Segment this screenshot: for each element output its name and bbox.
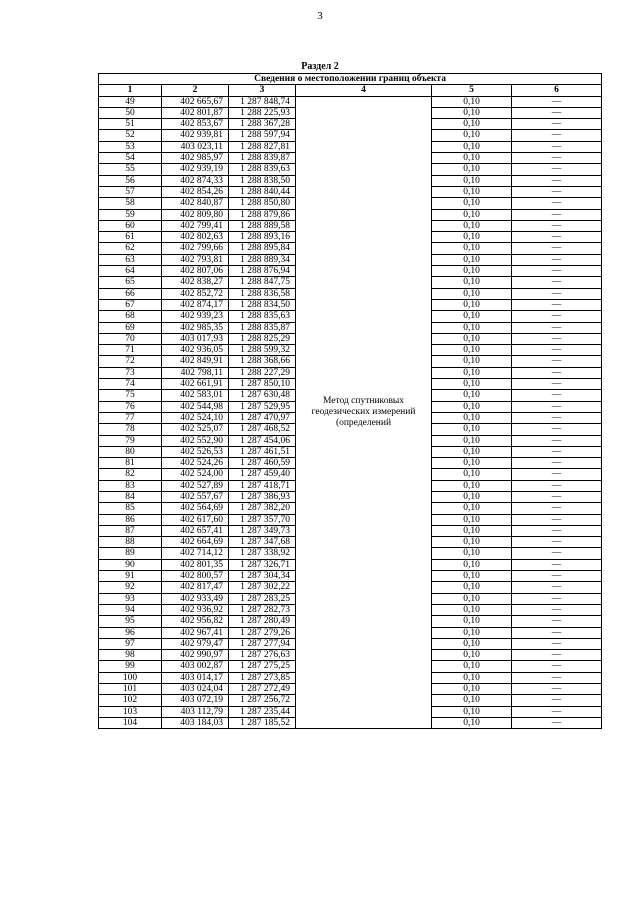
point-number-cell: 49 [99,96,162,107]
point-number-cell: 97 [99,638,162,649]
coordinate-x-cell: 403 024,04 [162,684,229,695]
coordinate-x-cell: 402 544,98 [162,401,229,412]
coordinate-y-cell: 1 287 302,22 [229,582,296,593]
point-number-cell: 57 [99,186,162,197]
description-cell: — [512,412,602,423]
precision-cell: 0,10 [432,514,512,525]
description-cell: — [512,661,602,672]
coordinate-y-cell: 1 287 283,25 [229,593,296,604]
description-cell: — [512,107,602,118]
point-number-cell: 55 [99,164,162,175]
description-cell: — [512,356,602,367]
description-cell: — [512,379,602,390]
precision-cell: 0,10 [432,571,512,582]
coordinate-y-cell: 1 287 460,59 [229,458,296,469]
coordinate-x-cell: 402 817,47 [162,582,229,593]
coordinate-x-cell: 402 933,49 [162,593,229,604]
coordinate-y-cell: 1 288 889,58 [229,220,296,231]
coordinate-y-cell: 1 287 848,74 [229,96,296,107]
coordinate-y-cell: 1 287 185,52 [229,717,296,728]
precision-cell: 0,10 [432,220,512,231]
description-cell: — [512,288,602,299]
point-number-cell: 51 [99,119,162,130]
coordinate-x-cell: 402 583,01 [162,390,229,401]
coordinate-y-cell: 1 287 850,10 [229,379,296,390]
coordinate-x-cell: 402 849,91 [162,356,229,367]
precision-cell: 0,10 [432,627,512,638]
coordinate-x-cell: 402 853,67 [162,119,229,130]
precision-cell: 0,10 [432,401,512,412]
point-number-cell: 102 [99,695,162,706]
coordinate-x-cell: 402 524,00 [162,469,229,480]
point-number-cell: 54 [99,153,162,164]
precision-cell: 0,10 [432,684,512,695]
point-number-cell: 100 [99,672,162,683]
coordinate-y-cell: 1 288 599,32 [229,345,296,356]
table-body [99,96,602,729]
description-cell: — [512,401,602,412]
point-number-cell: 60 [99,220,162,231]
precision-cell: 0,10 [432,130,512,141]
precision-cell: 0,10 [432,638,512,649]
point-number-cell: 79 [99,435,162,446]
coordinate-x-cell: 402 661,91 [162,379,229,390]
precision-cell: 0,10 [432,548,512,559]
coordinate-x-cell: 403 017,93 [162,333,229,344]
point-number-cell: 71 [99,345,162,356]
coordinate-x-cell: 402 557,67 [162,491,229,502]
coordinate-x-cell: 402 936,05 [162,345,229,356]
coordinate-x-cell: 402 524,26 [162,458,229,469]
coordinate-x-cell: 402 956,82 [162,616,229,627]
coordinate-y-cell: 1 287 304,34 [229,571,296,582]
precision-cell: 0,10 [432,141,512,152]
precision-cell: 0,10 [432,525,512,536]
coordinate-y-cell: 1 287 349,73 [229,525,296,536]
description-cell: — [512,616,602,627]
coordinate-x-cell: 403 184,03 [162,717,229,728]
point-number-cell: 89 [99,548,162,559]
boundary-coordinates-table [98,73,602,729]
point-number-cell: 103 [99,706,162,717]
coordinate-x-cell: 402 990,97 [162,650,229,661]
coordinate-x-cell: 402 939,23 [162,311,229,322]
description-cell: — [512,130,602,141]
coordinate-y-cell: 1 287 382,20 [229,503,296,514]
description-cell: — [512,604,602,615]
coordinate-x-cell: 402 657,41 [162,525,229,536]
precision-cell: 0,10 [432,593,512,604]
coordinate-y-cell: 1 288 840,44 [229,186,296,197]
point-number-cell: 99 [99,661,162,672]
coordinate-x-cell: 403 112,79 [162,706,229,717]
description-cell: — [512,220,602,231]
coordinate-x-cell: 402 985,97 [162,153,229,164]
precision-cell: 0,10 [432,277,512,288]
coordinate-y-cell: 1 287 279,26 [229,627,296,638]
description-cell: — [512,175,602,186]
coordinate-x-cell: 402 800,57 [162,571,229,582]
method-cell: Метод спутниковых геодезических измерений (определений [296,96,432,729]
coordinate-x-cell: 402 939,81 [162,130,229,141]
precision-cell: 0,10 [432,469,512,480]
point-number-cell: 104 [99,717,162,728]
coordinate-y-cell: 1 287 454,06 [229,435,296,446]
point-number-cell: 80 [99,446,162,457]
coordinate-y-cell: 1 287 347,68 [229,537,296,548]
precision-cell: 0,10 [432,650,512,661]
description-cell: — [512,458,602,469]
description-cell: — [512,266,602,277]
description-cell: — [512,390,602,401]
coordinate-x-cell: 402 840,87 [162,198,229,209]
description-cell: — [512,153,602,164]
page-number: 3 [317,10,323,22]
precision-cell: 0,10 [432,695,512,706]
precision-cell: 0,10 [432,311,512,322]
coordinate-y-cell: 1 287 470,97 [229,412,296,423]
description-cell: — [512,424,602,435]
description-cell: — [512,706,602,717]
column-header: 2 [162,85,229,96]
description-cell: — [512,627,602,638]
precision-cell: 0,10 [432,153,512,164]
point-number-cell: 62 [99,243,162,254]
description-cell: — [512,254,602,265]
precision-cell: 0,10 [432,254,512,265]
point-number-cell: 90 [99,559,162,570]
precision-cell: 0,10 [432,266,512,277]
precision-cell: 0,10 [432,107,512,118]
coordinate-y-cell: 1 288 227,29 [229,367,296,378]
coordinate-y-cell: 1 288 889,34 [229,254,296,265]
point-number-cell: 87 [99,525,162,536]
precision-cell: 0,10 [432,175,512,186]
description-cell: — [512,684,602,695]
coordinate-y-cell: 1 288 836,58 [229,288,296,299]
coordinate-y-cell: 1 287 272,49 [229,684,296,695]
coordinate-x-cell: 402 854,26 [162,186,229,197]
description-cell: — [512,537,602,548]
coordinate-x-cell: 402 874,33 [162,175,229,186]
coordinate-x-cell: 402 552,90 [162,435,229,446]
description-cell: — [512,209,602,220]
coordinate-x-cell: 402 936,92 [162,604,229,615]
coordinate-x-cell: 402 664,69 [162,537,229,548]
point-number-cell: 83 [99,480,162,491]
precision-cell: 0,10 [432,537,512,548]
precision-cell: 0,10 [432,119,512,130]
point-number-cell: 61 [99,232,162,243]
point-number-cell: 74 [99,379,162,390]
coordinate-y-cell: 1 287 529,95 [229,401,296,412]
precision-cell: 0,10 [432,198,512,209]
point-number-cell: 72 [99,356,162,367]
coordinate-y-cell: 1 287 277,94 [229,638,296,649]
precision-cell: 0,10 [432,322,512,333]
coordinate-y-cell: 1 288 850,80 [229,198,296,209]
point-number-cell: 77 [99,412,162,423]
coordinate-y-cell: 1 287 282,73 [229,604,296,615]
precision-cell: 0,10 [432,604,512,615]
coordinate-y-cell: 1 287 338,92 [229,548,296,559]
precision-cell: 0,10 [432,96,512,107]
precision-cell: 0,10 [432,458,512,469]
coordinate-x-cell: 402 801,35 [162,559,229,570]
coordinate-x-cell: 402 874,17 [162,299,229,310]
column-header: 3 [229,85,296,96]
description-cell: — [512,491,602,502]
description-cell: — [512,514,602,525]
section-title: Раздел 2 [301,61,339,72]
coordinate-y-cell: 1 288 893,16 [229,232,296,243]
description-cell: — [512,164,602,175]
coordinate-y-cell: 1 288 847,75 [229,277,296,288]
coordinate-y-cell: 1 288 827,81 [229,141,296,152]
coordinate-y-cell: 1 288 367,28 [229,119,296,130]
precision-cell: 0,10 [432,706,512,717]
precision-cell: 0,10 [432,661,512,672]
description-cell: — [512,559,602,570]
description-cell: — [512,571,602,582]
point-number-cell: 73 [99,367,162,378]
description-cell: — [512,638,602,649]
table-caption-row [99,74,602,85]
precision-cell: 0,10 [432,299,512,310]
table-caption: Сведения о местоположении границ объекта [99,74,602,85]
table-row [99,96,602,107]
coordinate-y-cell: 1 287 418,71 [229,480,296,491]
coordinate-x-cell: 403 014,17 [162,672,229,683]
coordinate-x-cell: 402 527,89 [162,480,229,491]
coordinate-x-cell: 402 838,27 [162,277,229,288]
description-cell: — [512,96,602,107]
coordinate-x-cell: 402 809,80 [162,209,229,220]
point-number-cell: 66 [99,288,162,299]
coordinate-y-cell: 1 288 825,29 [229,333,296,344]
precision-cell: 0,10 [432,243,512,254]
coordinate-x-cell: 403 023,11 [162,141,229,152]
precision-cell: 0,10 [432,333,512,344]
coordinate-x-cell: 402 852,72 [162,288,229,299]
coordinate-y-cell: 1 288 839,87 [229,153,296,164]
description-cell: — [512,141,602,152]
coordinate-x-cell: 402 801,87 [162,107,229,118]
point-number-cell: 82 [99,469,162,480]
point-number-cell: 59 [99,209,162,220]
coordinate-x-cell: 402 939,19 [162,164,229,175]
point-number-cell: 58 [99,198,162,209]
precision-cell: 0,10 [432,424,512,435]
description-cell: — [512,277,602,288]
precision-cell: 0,10 [432,186,512,197]
coordinate-y-cell: 1 288 835,87 [229,322,296,333]
point-number-cell: 64 [99,266,162,277]
description-cell: — [512,299,602,310]
coordinate-x-cell: 402 526,53 [162,446,229,457]
description-cell: — [512,322,602,333]
coordinate-x-cell: 402 665,67 [162,96,229,107]
description-cell: — [512,186,602,197]
precision-cell: 0,10 [432,232,512,243]
precision-cell: 0,10 [432,503,512,514]
coordinate-y-cell: 1 287 276,63 [229,650,296,661]
coordinate-x-cell: 403 072,19 [162,695,229,706]
coordinate-y-cell: 1 288 838,50 [229,175,296,186]
coordinate-x-cell: 402 617,60 [162,514,229,525]
coordinate-y-cell: 1 288 834,50 [229,299,296,310]
coordinate-x-cell: 402 793,81 [162,254,229,265]
point-number-cell: 78 [99,424,162,435]
precision-cell: 0,10 [432,412,512,423]
point-number-cell: 63 [99,254,162,265]
description-cell: — [512,593,602,604]
coordinate-y-cell: 1 288 879,86 [229,209,296,220]
column-header-row [99,85,602,96]
coordinate-y-cell: 1 287 468,52 [229,424,296,435]
precision-cell: 0,10 [432,164,512,175]
coordinate-y-cell: 1 287 280,49 [229,616,296,627]
coordinate-y-cell: 1 288 368,66 [229,356,296,367]
coordinate-y-cell: 1 288 876,94 [229,266,296,277]
point-number-cell: 68 [99,311,162,322]
precision-cell: 0,10 [432,435,512,446]
description-cell: — [512,469,602,480]
description-cell: — [512,650,602,661]
column-header: 6 [512,85,602,96]
description-cell: — [512,435,602,446]
coordinate-x-cell: 402 979,47 [162,638,229,649]
coordinate-y-cell: 1 287 275,25 [229,661,296,672]
point-number-cell: 52 [99,130,162,141]
coordinate-y-cell: 1 287 386,93 [229,491,296,502]
coordinate-y-cell: 1 288 839,63 [229,164,296,175]
description-cell: — [512,367,602,378]
precision-cell: 0,10 [432,717,512,728]
precision-cell: 0,10 [432,209,512,220]
point-number-cell: 88 [99,537,162,548]
point-number-cell: 75 [99,390,162,401]
precision-cell: 0,10 [432,367,512,378]
point-number-cell: 98 [99,650,162,661]
precision-cell: 0,10 [432,446,512,457]
coordinate-y-cell: 1 287 273,85 [229,672,296,683]
coordinate-x-cell: 402 967,41 [162,627,229,638]
precision-cell: 0,10 [432,559,512,570]
description-cell: — [512,119,602,130]
precision-cell: 0,10 [432,390,512,401]
precision-cell: 0,10 [432,379,512,390]
description-cell: — [512,525,602,536]
precision-cell: 0,10 [432,288,512,299]
column-header: 5 [432,85,512,96]
column-header: 1 [99,85,162,96]
point-number-cell: 69 [99,322,162,333]
coordinate-y-cell: 1 287 326,71 [229,559,296,570]
description-cell: — [512,311,602,322]
point-number-cell: 91 [99,571,162,582]
point-number-cell: 65 [99,277,162,288]
description-cell: — [512,243,602,254]
coordinate-x-cell: 402 807,06 [162,266,229,277]
coordinate-x-cell: 402 714,12 [162,548,229,559]
point-number-cell: 101 [99,684,162,695]
coordinate-x-cell: 402 799,41 [162,220,229,231]
precision-cell: 0,10 [432,491,512,502]
description-cell: — [512,717,602,728]
description-cell: — [512,333,602,344]
point-number-cell: 76 [99,401,162,412]
description-cell: — [512,548,602,559]
column-header: 4 [296,85,432,96]
point-number-cell: 95 [99,616,162,627]
precision-cell: 0,10 [432,582,512,593]
point-number-cell: 85 [99,503,162,514]
precision-cell: 0,10 [432,356,512,367]
precision-cell: 0,10 [432,672,512,683]
point-number-cell: 53 [99,141,162,152]
precision-cell: 0,10 [432,480,512,491]
coordinate-x-cell: 402 799,66 [162,243,229,254]
point-number-cell: 92 [99,582,162,593]
coordinate-y-cell: 1 288 895,84 [229,243,296,254]
description-cell: — [512,503,602,514]
point-number-cell: 70 [99,333,162,344]
coordinate-x-cell: 402 798,11 [162,367,229,378]
coordinate-y-cell: 1 288 597,94 [229,130,296,141]
point-number-cell: 94 [99,604,162,615]
point-number-cell: 67 [99,299,162,310]
coordinate-x-cell: 402 524,10 [162,412,229,423]
coordinate-y-cell: 1 287 630,48 [229,390,296,401]
description-cell: — [512,695,602,706]
coordinate-y-cell: 1 288 225,93 [229,107,296,118]
description-cell: — [512,232,602,243]
coordinate-y-cell: 1 287 256,72 [229,695,296,706]
description-cell: — [512,672,602,683]
point-number-cell: 96 [99,627,162,638]
coordinate-y-cell: 1 287 459,40 [229,469,296,480]
description-cell: — [512,198,602,209]
coordinate-x-cell: 402 525,07 [162,424,229,435]
point-number-cell: 84 [99,491,162,502]
coordinate-y-cell: 1 287 235,44 [229,706,296,717]
point-number-cell: 86 [99,514,162,525]
coordinate-x-cell: 402 564,69 [162,503,229,514]
point-number-cell: 50 [99,107,162,118]
point-number-cell: 81 [99,458,162,469]
coordinate-x-cell: 402 802,63 [162,232,229,243]
coordinate-y-cell: 1 287 357,70 [229,514,296,525]
point-number-cell: 56 [99,175,162,186]
description-cell: — [512,582,602,593]
precision-cell: 0,10 [432,345,512,356]
description-cell: — [512,345,602,356]
coordinate-x-cell: 402 985,35 [162,322,229,333]
coordinate-x-cell: 403 002,87 [162,661,229,672]
point-number-cell: 93 [99,593,162,604]
description-cell: — [512,480,602,491]
precision-cell: 0,10 [432,616,512,627]
coordinate-y-cell: 1 288 835,63 [229,311,296,322]
coordinate-y-cell: 1 287 461,51 [229,446,296,457]
description-cell: — [512,446,602,457]
